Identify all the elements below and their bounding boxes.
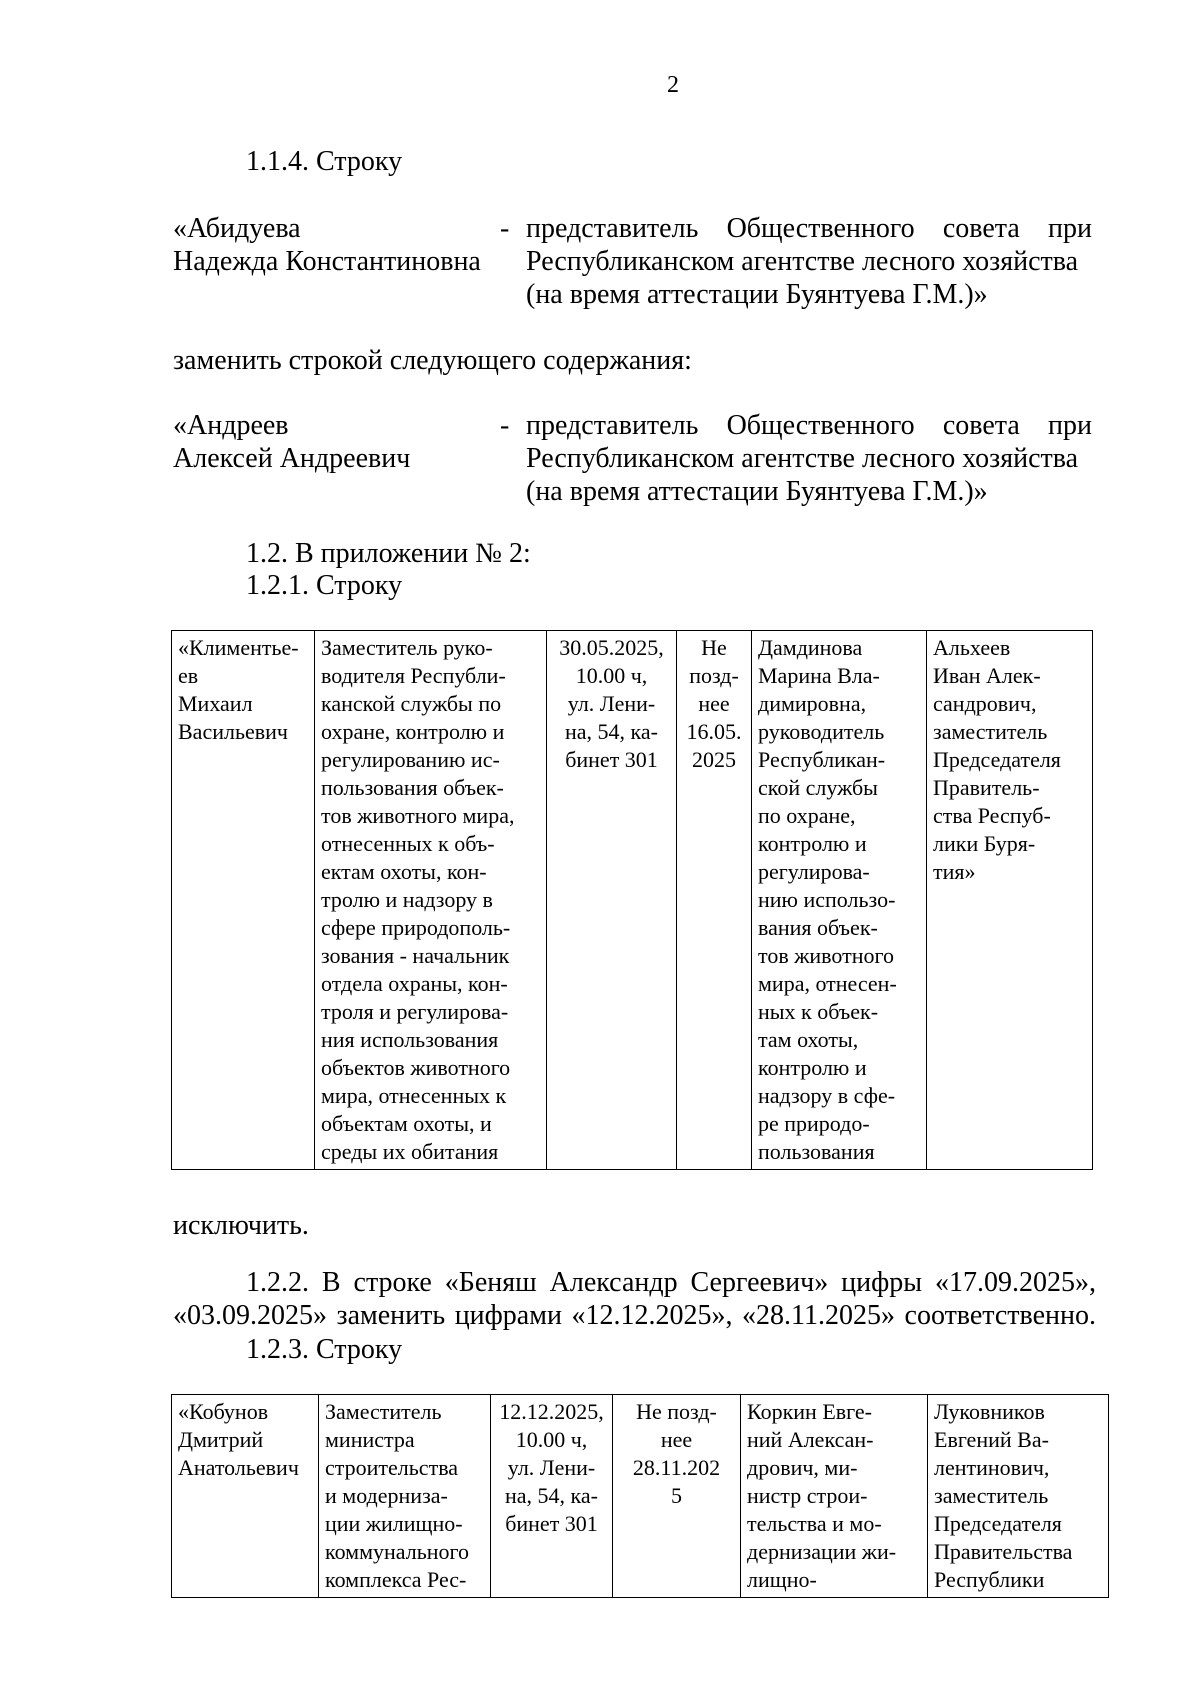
t2-deadline-line: Не позд- (636, 1399, 717, 1424)
t1-supervisor-line: руководитель (758, 719, 885, 744)
t2-position-line: ции жилищно- (325, 1511, 463, 1536)
t2-supervisor-line: дернизации жи- (747, 1539, 897, 1564)
t1-position-line: зования - начальник (321, 943, 510, 968)
t2-deadline-line: нее (660, 1427, 693, 1452)
new-entry-desc-line-1: представитель Общественного совета при (526, 410, 1092, 441)
t1-supervisor-line: контролю и (758, 1055, 867, 1080)
new-entry-desc-line-3: (на время аттестации Буянтуева Г.М.)» (526, 476, 988, 507)
t1-datetime-line: 30.05.2025, (559, 635, 664, 660)
t2-position-line: Заместитель (325, 1399, 442, 1424)
t1-supervisor-line: тов животного (758, 943, 894, 968)
t1-cell-position (315, 631, 547, 1170)
t2-name-line: Анатольевич (178, 1455, 299, 1480)
t1-supervisor-line: нию использо- (758, 887, 896, 912)
t2-position-line: комплекса Рес- (325, 1567, 467, 1592)
t2-position-line: и модерниза- (325, 1483, 448, 1508)
t1-supervisor-line: Республикан- (758, 747, 886, 772)
paragraph-1-2-1: 1.2.1. Строку (246, 570, 403, 601)
t2-supervisor-line: дрович, ми- (747, 1455, 858, 1480)
t2-datetime-line: бинет 301 (505, 1511, 598, 1536)
t1-approver-line: Правитель- (933, 775, 1040, 800)
table-1-row (172, 631, 1093, 1170)
t1-position-line: троля и регулирова- (321, 999, 509, 1024)
t1-datetime-line: на, 54, ка- (565, 719, 658, 744)
t1-supervisor-line: мира, отнесен- (758, 971, 897, 996)
t1-position-line: охране, контролю и (321, 719, 505, 744)
t1-supervisor-line: надзору в сфе- (758, 1083, 896, 1108)
old-entry-name-line-1: «Абидуева (173, 213, 301, 244)
t1-supervisor-line: пользования (758, 1139, 875, 1164)
t1-position-line: отдела охраны, кон- (321, 971, 508, 996)
t1-deadline-line: позд- (689, 663, 739, 688)
t1-position-line: среды их обитания (321, 1139, 499, 1164)
t2-position-line: строительства (325, 1455, 459, 1480)
t2-supervisor-line: ний Алексан- (747, 1427, 874, 1452)
t1-supervisor-line: димировна, (758, 691, 867, 716)
t2-datetime-line: 10.00 ч, (515, 1427, 588, 1452)
page-number: 2 (667, 72, 679, 98)
t2-datetime-line: ул. Лени- (507, 1455, 596, 1480)
t1-supervisor-line: ре природо- (758, 1111, 870, 1136)
t1-position-line: объектов животного (321, 1055, 511, 1080)
t1-supervisor-line: регулирова- (758, 859, 870, 884)
t1-position-line: мира, отнесенных к (321, 1083, 507, 1108)
t1-deadline-line: Не (701, 635, 727, 660)
t1-supervisor-line: там охоты, (758, 1027, 859, 1052)
table-2 (171, 1394, 1109, 1598)
t2-position-line: коммунального (325, 1539, 469, 1564)
t1-supervisor-line: Марина Вла- (758, 663, 880, 688)
t1-approver-line: заместитель (933, 719, 1048, 744)
t1-position-line: водителя Республи- (321, 663, 506, 688)
t2-name-line: Дмитрий (178, 1427, 264, 1452)
new-entry-name (173, 409, 410, 475)
t1-position-line: канской службы по (321, 691, 502, 716)
t1-supervisor-line: вания объек- (758, 915, 878, 940)
t1-cell-deadline (677, 631, 752, 1170)
old-entry-desc-line-2: Республиканском агентстве лесного хозяйства (526, 246, 1079, 277)
t1-cell-supervisor (752, 631, 927, 1170)
t1-supervisor-line: Дамдинова (758, 635, 863, 660)
t2-cell-deadline (613, 1395, 741, 1598)
t1-approver-line: тия» (933, 859, 976, 884)
new-entry-desc-line-2: Республиканском агентстве лесного хозяйства (526, 443, 1079, 474)
new-entry-description (526, 409, 1092, 508)
replace-instruction: заменить строкой следующего содержания: (173, 345, 692, 376)
t2-name-line: «Кобунов (178, 1399, 269, 1424)
t1-position-line: объектам охоты, и (321, 1111, 492, 1136)
t2-cell-datetime-place (491, 1395, 613, 1598)
t2-approver-line: Правительства (934, 1539, 1073, 1564)
t2-approver-line: Председателя (934, 1511, 1062, 1536)
t2-cell-supervisor (741, 1395, 928, 1598)
t1-approver-line: ства Респуб- (933, 803, 1051, 828)
t2-deadline-line: 5 (671, 1483, 682, 1508)
t1-name-line: Васильевич (178, 719, 288, 744)
t2-approver-line: Евгений Ва- (934, 1427, 1049, 1452)
paragraph-1-2-2-line-1: 1.2.2. В строке «Беняш Александр Сергеевич» цифры «17.09.2025», (246, 1267, 1096, 1298)
t2-cell-position (319, 1395, 491, 1598)
t1-position-line: ния использования (321, 1027, 499, 1052)
t1-supervisor-line: по охране, (758, 803, 856, 828)
t1-position-line: тролю и надзору в (321, 887, 493, 912)
old-entry-name (173, 212, 481, 278)
paragraph-1-2-2-line-2: «03.09.2025» заменить цифрами «12.12.2025», «28.11.2025» соответственно. (173, 1300, 1096, 1331)
old-entry-name-line-2: Надежда Константиновна (173, 246, 481, 277)
t1-approver-line: Альхеев (933, 635, 1011, 660)
t1-position-line: пользования объек- (321, 775, 504, 800)
t2-supervisor-line: тельства и мо- (747, 1511, 882, 1536)
old-entry-dash: - (500, 213, 510, 244)
t1-datetime-line: 10.00 ч, (575, 663, 648, 688)
t1-approver-line: Иван Алек- (933, 663, 1041, 688)
t1-cell-approver (927, 631, 1093, 1170)
t1-cell-name (172, 631, 315, 1170)
table-1 (171, 630, 1093, 1170)
t2-supervisor-line: нистр строи- (747, 1483, 868, 1508)
t1-position-line: сфере природополь- (321, 915, 511, 940)
t2-cell-name (172, 1395, 319, 1598)
t1-cell-datetime-place (547, 631, 677, 1170)
t1-approver-line: сандрович, (933, 691, 1037, 716)
t1-deadline-line: 2025 (692, 747, 736, 772)
t2-approver-line: Луковников (934, 1399, 1045, 1424)
t1-position-line: отнесенных к объ- (321, 831, 495, 856)
paragraph-1-2-3: 1.2.3. Строку (246, 1334, 403, 1365)
t1-name-line: Михаил (178, 691, 253, 716)
new-entry-name-line-1: «Андреев (173, 410, 289, 441)
t2-cell-approver (928, 1395, 1109, 1598)
new-entry-dash: - (500, 410, 510, 441)
paragraph-1-1-4: 1.1.4. Строку (246, 146, 403, 177)
old-entry-desc-line-1: представитель Общественного совета при (526, 213, 1092, 244)
exclude-instruction: исключить. (173, 1210, 309, 1241)
t2-approver-line: заместитель (934, 1483, 1049, 1508)
t2-supervisor-line: лищно- (747, 1567, 817, 1592)
t2-deadline-line: 28.11.202 (632, 1455, 721, 1480)
t1-deadline-line: 16.05. (686, 719, 742, 744)
new-entry-name-line-2: Алексей Андреевич (173, 443, 411, 474)
t1-position-line: Заместитель руко- (321, 635, 493, 660)
t2-supervisor-line: Коркин Евге- (747, 1399, 872, 1424)
t1-position-line: ектам охоты, кон- (321, 859, 487, 884)
table-2-row (172, 1395, 1109, 1598)
t1-supervisor-line: ных к объек- (758, 999, 879, 1024)
old-entry-desc-line-3: (на время аттестации Буянтуева Г.М.)» (526, 279, 988, 310)
t1-name-line: ев (178, 663, 199, 688)
t1-approver-line: лики Буря- (933, 831, 1036, 856)
t1-supervisor-line: ской службы (758, 775, 878, 800)
t1-position-line: тов животного мира, (321, 803, 515, 828)
old-entry-description (526, 212, 1092, 311)
t2-approver-line: лентинович, (934, 1455, 1050, 1480)
paragraph-1-2: 1.2. В приложении № 2: (246, 538, 531, 569)
t2-approver-line: Республики (934, 1567, 1045, 1592)
t2-datetime-line: 12.12.2025, (499, 1399, 604, 1424)
t1-datetime-line: бинет 301 (565, 747, 658, 772)
t1-deadline-line: нее (698, 691, 730, 716)
paragraph-1-2-2 (173, 1266, 1096, 1332)
t1-approver-line: Председателя (933, 747, 1061, 772)
t1-datetime-line: ул. Лени- (567, 691, 656, 716)
t1-position-line: регулированию ис- (321, 747, 500, 772)
t2-position-line: министра (325, 1427, 415, 1452)
t1-supervisor-line: контролю и (758, 831, 867, 856)
t1-name-line: «Климентье- (178, 635, 299, 660)
t2-datetime-line: на, 54, ка- (505, 1483, 598, 1508)
